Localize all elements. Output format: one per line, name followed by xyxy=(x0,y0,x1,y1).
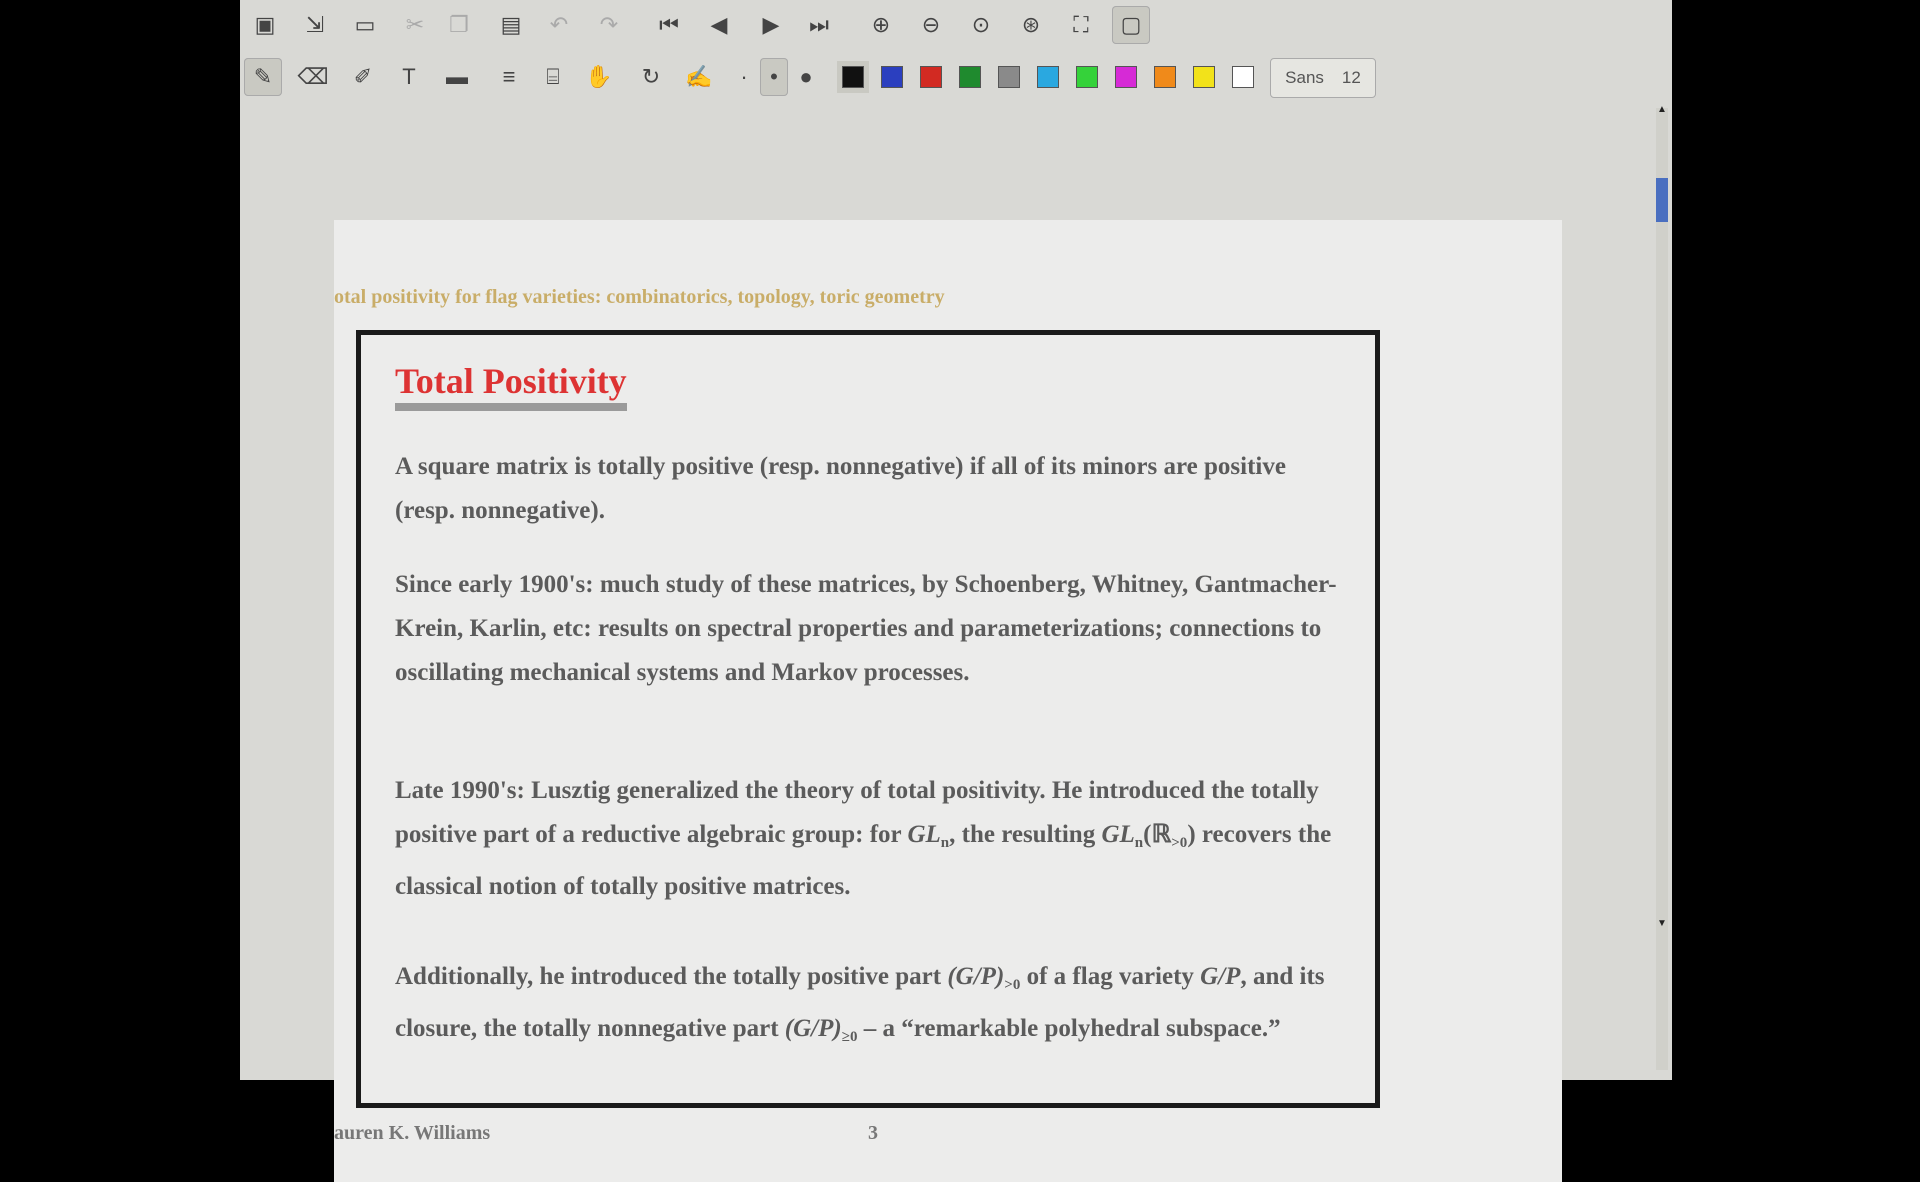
font-size-label: 12 xyxy=(1341,68,1361,87)
zoom-out-icon[interactable]: ⊖ xyxy=(921,12,941,37)
font-family-label: Sans xyxy=(1285,68,1324,87)
running-header: otal positivity for flag varieties: combinatorics, topology, toric geometry xyxy=(334,286,945,308)
scrollbar-thumb[interactable] xyxy=(1656,178,1668,222)
math-gp: G/P xyxy=(1200,963,1241,990)
color-swatch-white[interactable] xyxy=(1232,66,1254,88)
paste-icon[interactable]: ▤ xyxy=(500,12,522,37)
math-gp-positive: $(G/P)_{>0}$ xyxy=(947,963,1021,993)
cut-icon[interactable]: ✂ xyxy=(405,12,425,37)
footer-author: auren K. Williams xyxy=(334,1122,491,1144)
color-swatch-orange[interactable] xyxy=(1154,66,1176,88)
paragraph-lusztig: Late 1990's: Lusztig generalized the theory of total positivity. He introduced the totally positive part of a reductive algebraic group: for $GL_n$, the resulting $GL_n(ℝ_{>0})$ recovers the classical notion of totally positive matrices. xyxy=(395,777,1332,900)
color-swatch-gray[interactable] xyxy=(998,66,1020,88)
pen-tool-icon[interactable]: ✎ xyxy=(244,58,282,96)
font-selector-button[interactable] xyxy=(1270,58,1376,98)
color-swatch-magenta[interactable] xyxy=(1115,66,1137,88)
copy-icon[interactable]: ❐ xyxy=(449,12,469,37)
shape-recognizer-icon[interactable]: ↻ xyxy=(641,64,661,89)
zoom-fit-icon[interactable]: ⊛ xyxy=(1021,12,1041,37)
paragraph-flag-variety: Additionally, he introduced the totally positive part $(G/P)_{>0}$ of a flag variety G/P, and its closure, the totally nonnegative part $(G/P)_{\ge 0}$ – a “remarkable polyhedral subspace.” xyxy=(395,963,1325,1045)
last-page-icon[interactable]: ⏭ xyxy=(809,12,829,37)
text-tool-icon[interactable]: T xyxy=(402,64,416,89)
highlighter-tool-icon[interactable]: ✐ xyxy=(353,64,373,89)
color-swatch-red[interactable] xyxy=(920,66,942,88)
medium-stroke-icon[interactable]: • xyxy=(760,58,788,96)
zoom-normal-icon[interactable]: ⊙ xyxy=(971,12,991,37)
previous-page-icon[interactable]: ◀ xyxy=(710,12,728,37)
thick-stroke-icon[interactable]: ● xyxy=(799,64,813,89)
paragraph-text: Late 1990's: Lusztig generalized the theory of total positivity. He introduced the totally positive part of a reductive algebraic group: for xyxy=(395,777,1319,848)
thin-stroke-icon[interactable]: · xyxy=(740,64,748,89)
vertical-scrollbar[interactable] xyxy=(1656,104,1668,1070)
document-page[interactable] xyxy=(334,220,1562,1182)
color-swatch-light-blue[interactable] xyxy=(1037,66,1059,88)
color-swatch-blue[interactable] xyxy=(881,66,903,88)
open-folder-icon[interactable]: ▭ xyxy=(354,12,376,37)
color-swatch-yellow[interactable] xyxy=(1193,66,1215,88)
math-gp-nonnegative: $(G/P)_{\ge 0}$ xyxy=(784,1015,858,1045)
pen-toolbar xyxy=(240,52,1672,102)
redo-icon[interactable]: ↷ xyxy=(599,12,619,37)
scroll-down-arrow-icon[interactable]: ▼ xyxy=(1657,918,1667,929)
page-view-icon[interactable]: ▢ xyxy=(1112,6,1150,44)
hand-tool-icon[interactable]: ✋ xyxy=(585,64,613,89)
scroll-up-arrow-icon[interactable]: ▲ xyxy=(1657,104,1667,115)
save-icon[interactable]: ▣ xyxy=(254,12,276,37)
ruler-tool-icon[interactable]: ≡ xyxy=(502,64,516,89)
select-region-icon[interactable]: ⌸ xyxy=(546,64,560,89)
image-tool-icon[interactable]: ▬ xyxy=(446,64,468,89)
eraser-tool-icon[interactable]: ⌫ xyxy=(297,64,329,89)
paragraph-history: Since early 1900's: much study of these matrices, by Schoenberg, Whitney, Gantmacher-Krein, Karlin, etc: results on spectral properties and parameterizations; connections to oscillating mechanical systems and Markov processes. xyxy=(395,571,1337,686)
export-icon[interactable]: ⇲ xyxy=(305,12,325,37)
next-page-icon[interactable]: ▶ xyxy=(762,12,780,37)
color-swatch-green[interactable] xyxy=(959,66,981,88)
zoom-in-icon[interactable]: ⊕ xyxy=(871,12,891,37)
math-gln: $GL_n$ xyxy=(907,821,950,851)
slide-frame xyxy=(356,330,1380,1108)
math-gln-positive-reals: $GL_n(ℝ_{>0})$ xyxy=(1101,821,1196,851)
color-swatch-black[interactable] xyxy=(842,66,864,88)
default-pen-icon[interactable]: ✍ xyxy=(685,64,713,89)
footer-page-number: 3 xyxy=(868,1122,878,1144)
xournal-window xyxy=(240,0,1672,1144)
color-swatch-light-green[interactable] xyxy=(1076,66,1098,88)
fullscreen-icon[interactable]: ⛶ xyxy=(1073,12,1089,37)
paragraph-definition: A square matrix is totally positive (resp. nonnegative) if all of its minors are positive (resp. nonnegative). xyxy=(395,453,1286,524)
undo-icon[interactable]: ↶ xyxy=(549,12,569,37)
canvas-area[interactable] xyxy=(240,102,1652,1144)
main-toolbar xyxy=(240,0,1672,50)
first-page-icon[interactable]: ⏮ xyxy=(659,12,679,37)
slide-title: Total Positivity xyxy=(395,361,627,411)
